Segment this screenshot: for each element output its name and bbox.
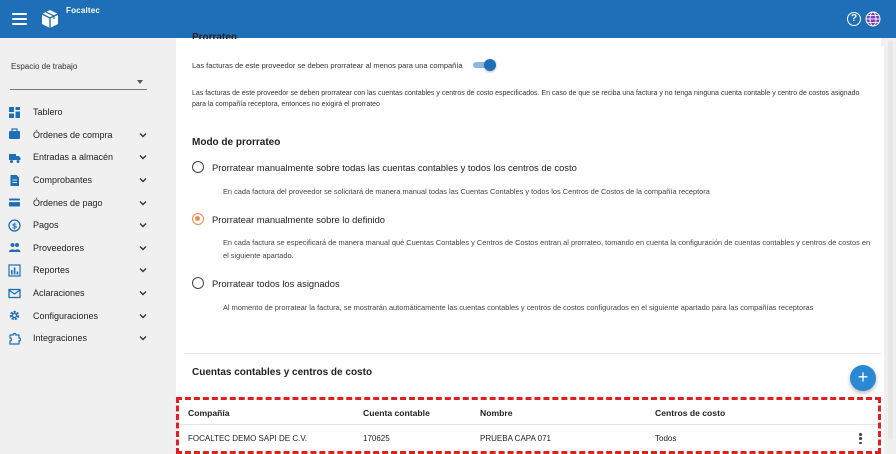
sidebar-nav xyxy=(0,101,160,350)
radio-button[interactable] xyxy=(192,161,204,173)
prorrateo-toggle-row xyxy=(192,59,495,71)
sidebar xyxy=(0,38,160,454)
sidebar-item-tablero[interactable] xyxy=(0,101,160,124)
cell-compania: FOCALTEC DEMO SAPI DE C.V. xyxy=(188,434,308,443)
radio-label: Prorratear manualmente sobre lo definido xyxy=(212,213,386,225)
table-row xyxy=(179,426,878,449)
table-header xyxy=(179,400,878,425)
sidebar-item-comprobantes[interactable] xyxy=(0,169,160,192)
more-vert-icon[interactable] xyxy=(859,433,863,444)
radio-button-selected[interactable] xyxy=(192,213,204,225)
sidebar-item-ordenes-de-pago[interactable] xyxy=(0,191,160,214)
prorrateo-toggle-label: Las facturas de este proveedor se deben prorratear al menos para una compañía xyxy=(192,60,463,70)
add-button[interactable]: + xyxy=(850,365,876,391)
chevron-down-icon[interactable] xyxy=(138,333,148,343)
sidebar-item-label: Proveedores xyxy=(33,242,85,253)
sidebar-item-label: Configuraciones xyxy=(33,310,99,321)
radio-option-todas[interactable] xyxy=(192,161,577,173)
chevron-down-icon[interactable] xyxy=(138,265,148,275)
menu-icon[interactable] xyxy=(12,13,27,25)
sidebar-item-label: Integraciones xyxy=(33,333,88,344)
sidebar-item-label: Entradas a almacén xyxy=(33,152,114,163)
mail-icon xyxy=(8,287,21,300)
main-panel xyxy=(176,32,881,454)
radio-button[interactable] xyxy=(192,277,204,289)
cuentas-title: Cuentas contables y centros de costo xyxy=(192,367,373,378)
prorrateo-heading: Prorrateo xyxy=(192,32,238,39)
cell-cuenta: 170625 xyxy=(363,434,390,443)
chart-icon xyxy=(8,264,21,277)
top-app-bar xyxy=(0,0,896,38)
box-logo-icon xyxy=(40,9,60,29)
people-icon xyxy=(8,241,21,254)
chevron-down-icon[interactable] xyxy=(138,198,148,208)
sidebar-item-label: Órdenes de compra xyxy=(33,129,113,140)
sidebar-item-entradas-a-almacen[interactable] xyxy=(0,146,160,169)
brand-sub: Focaltec xyxy=(66,6,101,15)
chevron-down-icon[interactable] xyxy=(138,175,148,185)
prorrateo-toggle[interactable] xyxy=(473,59,495,71)
chevron-down-icon[interactable] xyxy=(138,288,148,298)
dollar-icon xyxy=(8,219,21,232)
radio-desc: Al momento de prorratear la factura, se mostrarán automáticamente las cuentas contables y centros de costos configurados en el siguiente apartado para las compañías receptoras xyxy=(223,303,814,312)
puzzle-icon xyxy=(8,332,21,345)
brand xyxy=(66,7,100,15)
radio-desc: En cada factura del proveedor se solicitará de manera manual todas las Cuentas Contables y todos los Centros de Costos de la compañía receptora xyxy=(223,187,710,196)
sidebar-item-label: Tablero xyxy=(33,107,63,118)
radio-desc: En cada factura se especificará de manera manual qué Cuentas Contables y Centros de Costos entran al prorrateo, tomando en cuenta la configuración de cuentas contables y centros de costos en el siguiente apartado. xyxy=(223,238,871,260)
radio-option-asignados[interactable] xyxy=(192,277,340,289)
sidebar-item-ordenes-de-compra[interactable] xyxy=(0,124,160,147)
column-header: Centros de costo xyxy=(655,408,726,418)
globe-icon[interactable] xyxy=(865,11,881,27)
toggle-knob xyxy=(484,59,496,71)
card-icon xyxy=(8,196,21,209)
gear-icon xyxy=(8,309,21,322)
sidebar-item-reportes[interactable] xyxy=(0,259,160,282)
column-header: Compañía xyxy=(188,408,230,418)
cell-nombre: PRUEBA CAPA 071 xyxy=(480,434,551,443)
section-divider xyxy=(184,353,881,354)
scrollbar-thumb[interactable] xyxy=(888,40,893,440)
sidebar-item-integraciones[interactable] xyxy=(0,327,160,350)
cuentas-table xyxy=(176,397,881,454)
chevron-down-icon[interactable] xyxy=(138,220,148,230)
document-icon xyxy=(8,174,21,187)
sidebar-item-label: Órdenes de pago xyxy=(33,197,103,208)
sidebar-item-pagos[interactable] xyxy=(0,214,160,237)
cell-centros: Todos xyxy=(655,434,677,443)
chevron-down-icon[interactable] xyxy=(138,152,148,162)
column-header: Cuenta contable xyxy=(363,408,430,418)
caret-down-icon xyxy=(137,80,143,84)
help-icon[interactable]: ? xyxy=(847,12,861,26)
radio-label: Prorratear manualmente sobre todas las cuentas contables y todos los centros de costo xyxy=(212,161,577,173)
sidebar-item-label: Comprobantes xyxy=(33,175,93,186)
workspace-select[interactable] xyxy=(10,74,147,90)
sidebar-item-label: Pagos xyxy=(33,220,59,231)
column-header: Nombre xyxy=(480,408,513,418)
dashboard-icon xyxy=(8,106,21,119)
radio-option-definido[interactable] xyxy=(192,213,385,225)
workspace-label: Espacio de trabajo xyxy=(11,62,78,71)
radio-label: Prorratear todos los asignados xyxy=(212,277,340,289)
sidebar-item-proveedores[interactable] xyxy=(0,237,160,260)
chevron-down-icon[interactable] xyxy=(138,130,148,140)
svg-text:$: $ xyxy=(11,221,18,231)
sidebar-item-label: Reportes xyxy=(33,265,70,276)
cart-icon xyxy=(8,128,21,141)
prorrateo-info: Las facturas de este proveedor se deben prorratear con las cuentas contables y centros de costo especificados. En caso de que se reciba una factura y no tenga ninguna cuenta contable y centro de costos asignado para la compañía receptora, entonces no exigirá el prorrateo xyxy=(192,90,860,108)
sidebar-item-aclaraciones[interactable] xyxy=(0,282,160,305)
chevron-down-icon[interactable] xyxy=(138,243,148,253)
chevron-down-icon[interactable] xyxy=(138,311,148,321)
sidebar-item-label: Aclaraciones xyxy=(33,288,85,299)
truck-icon xyxy=(8,151,21,164)
sidebar-item-configuraciones[interactable] xyxy=(0,304,160,327)
modo-title: Modo de prorrateo xyxy=(192,137,281,148)
